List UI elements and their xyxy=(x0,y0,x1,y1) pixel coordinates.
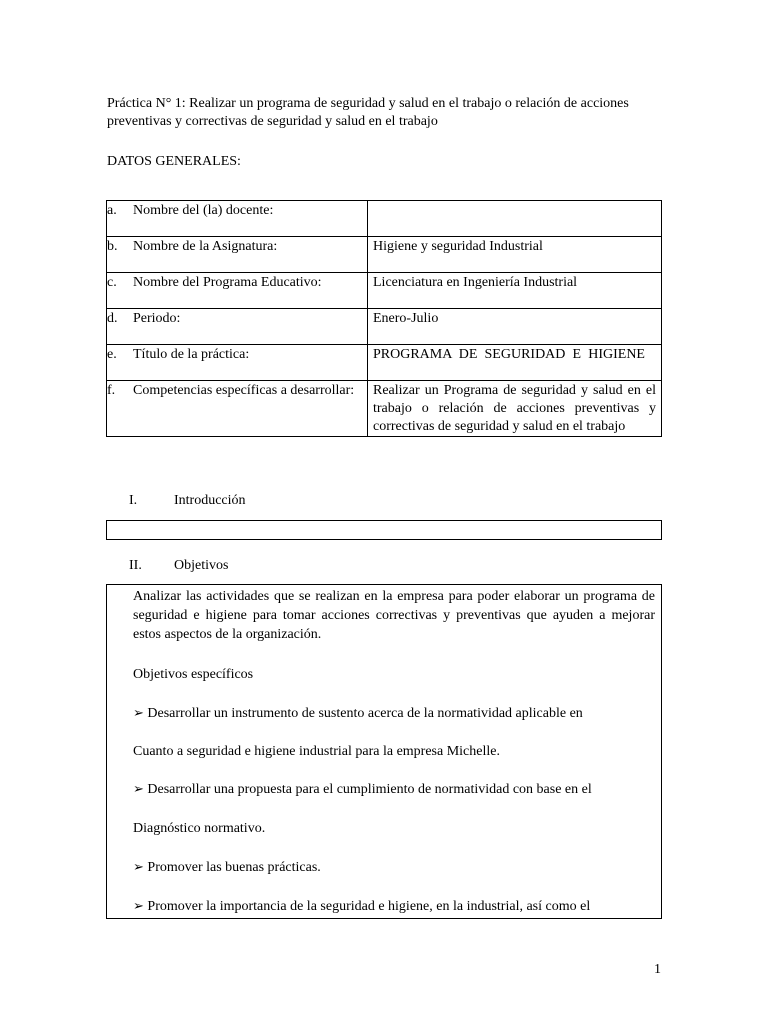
objetivos-box xyxy=(106,584,662,919)
row-value-cell: Licenciatura en Ingeniería Industrial xyxy=(368,273,662,309)
practice-title-value: PROGRAMA DE SEGURIDAD E HIGIENE xyxy=(373,347,645,362)
row-label: Nombre del Programa Educativo: xyxy=(133,275,322,290)
table-row xyxy=(107,201,662,237)
row-label-cell xyxy=(107,345,368,381)
datos-generales-table xyxy=(106,200,662,437)
row-letter: b. xyxy=(107,239,118,254)
table-row xyxy=(107,309,662,345)
row-letter: d. xyxy=(107,311,118,326)
list-item: Cuanto a seguridad e higiene industrial para la empresa Michelle. xyxy=(133,744,500,759)
arrow-bullet-icon: ➢ xyxy=(133,782,144,797)
list-item: Diagnóstico normativo. xyxy=(133,821,266,836)
table-row xyxy=(107,381,662,437)
table-row xyxy=(107,273,662,309)
row-letter: a. xyxy=(107,203,117,218)
heading-number: I. xyxy=(129,493,138,508)
row-value-cell: Realizar un Programa de seguridad y salud en el trabajo o relación de acciones preventivas y correctivas de seguridad y salud en el trabajo xyxy=(368,381,662,437)
row-label: Nombre del (la) docente: xyxy=(133,203,274,218)
heading-label: Objetivos xyxy=(174,558,229,573)
row-value-cell xyxy=(368,201,662,237)
row-value-cell xyxy=(368,345,662,381)
row-label-cell xyxy=(107,237,368,273)
row-label: Título de la práctica: xyxy=(133,347,250,362)
objetivo-general: Analizar las actividades que se realizan en la empresa para poder elaborar un programa de seguridad e higiene para tomar acciones correctivas y preventivas que ayuden a mejorar estos aspectos de la organización. xyxy=(133,589,655,642)
row-label-cell xyxy=(107,273,368,309)
list-item: ➢ Desarrollar un instrumento de sustento acerca de la normatividad aplicable en xyxy=(133,706,583,721)
list-item: ➢ Promover las buenas prácticas. xyxy=(133,860,321,875)
row-label: Competencias específicas a desarrollar: xyxy=(133,383,355,398)
list-item: ➢ Desarrollar una propuesta para el cumplimiento de normatividad con base en el xyxy=(133,782,592,797)
row-label-cell xyxy=(107,381,368,437)
heading-number: II. xyxy=(129,558,142,573)
arrow-bullet-icon: ➢ xyxy=(133,706,144,721)
heading-introduccion xyxy=(129,493,246,509)
introduccion-box xyxy=(106,520,662,540)
page-number: 1 xyxy=(654,962,661,977)
practice-title: Práctica N° 1: Realizar un programa de seguridad y salud en el trabajo o relación de acciones preventivas y correctivas de seguridad y salud en el trabajo xyxy=(107,96,629,129)
section-heading-datos-generales: DATOS GENERALES: xyxy=(107,154,241,169)
table-row xyxy=(107,237,662,273)
row-label-cell xyxy=(107,309,368,345)
row-label-cell xyxy=(107,201,368,237)
row-letter: c. xyxy=(107,275,117,290)
objetivos-especificos-title: Objetivos específicos xyxy=(133,667,254,682)
heading-objetivos xyxy=(129,558,228,574)
arrow-bullet-icon: ➢ xyxy=(133,899,144,914)
row-letter: e. xyxy=(107,347,117,362)
heading-label: Introducción xyxy=(174,493,246,508)
list-item: ➢ Promover la importancia de la seguridad e higiene, en la industrial, así como el xyxy=(133,899,591,914)
table-row xyxy=(107,345,662,381)
row-value-cell: Higiene y seguridad Industrial xyxy=(368,237,662,273)
row-label: Periodo: xyxy=(133,311,181,326)
row-label: Nombre de la Asignatura: xyxy=(133,239,278,254)
row-value-cell: Enero-Julio xyxy=(368,309,662,345)
row-letter: f. xyxy=(107,383,116,398)
arrow-bullet-icon: ➢ xyxy=(133,860,144,875)
